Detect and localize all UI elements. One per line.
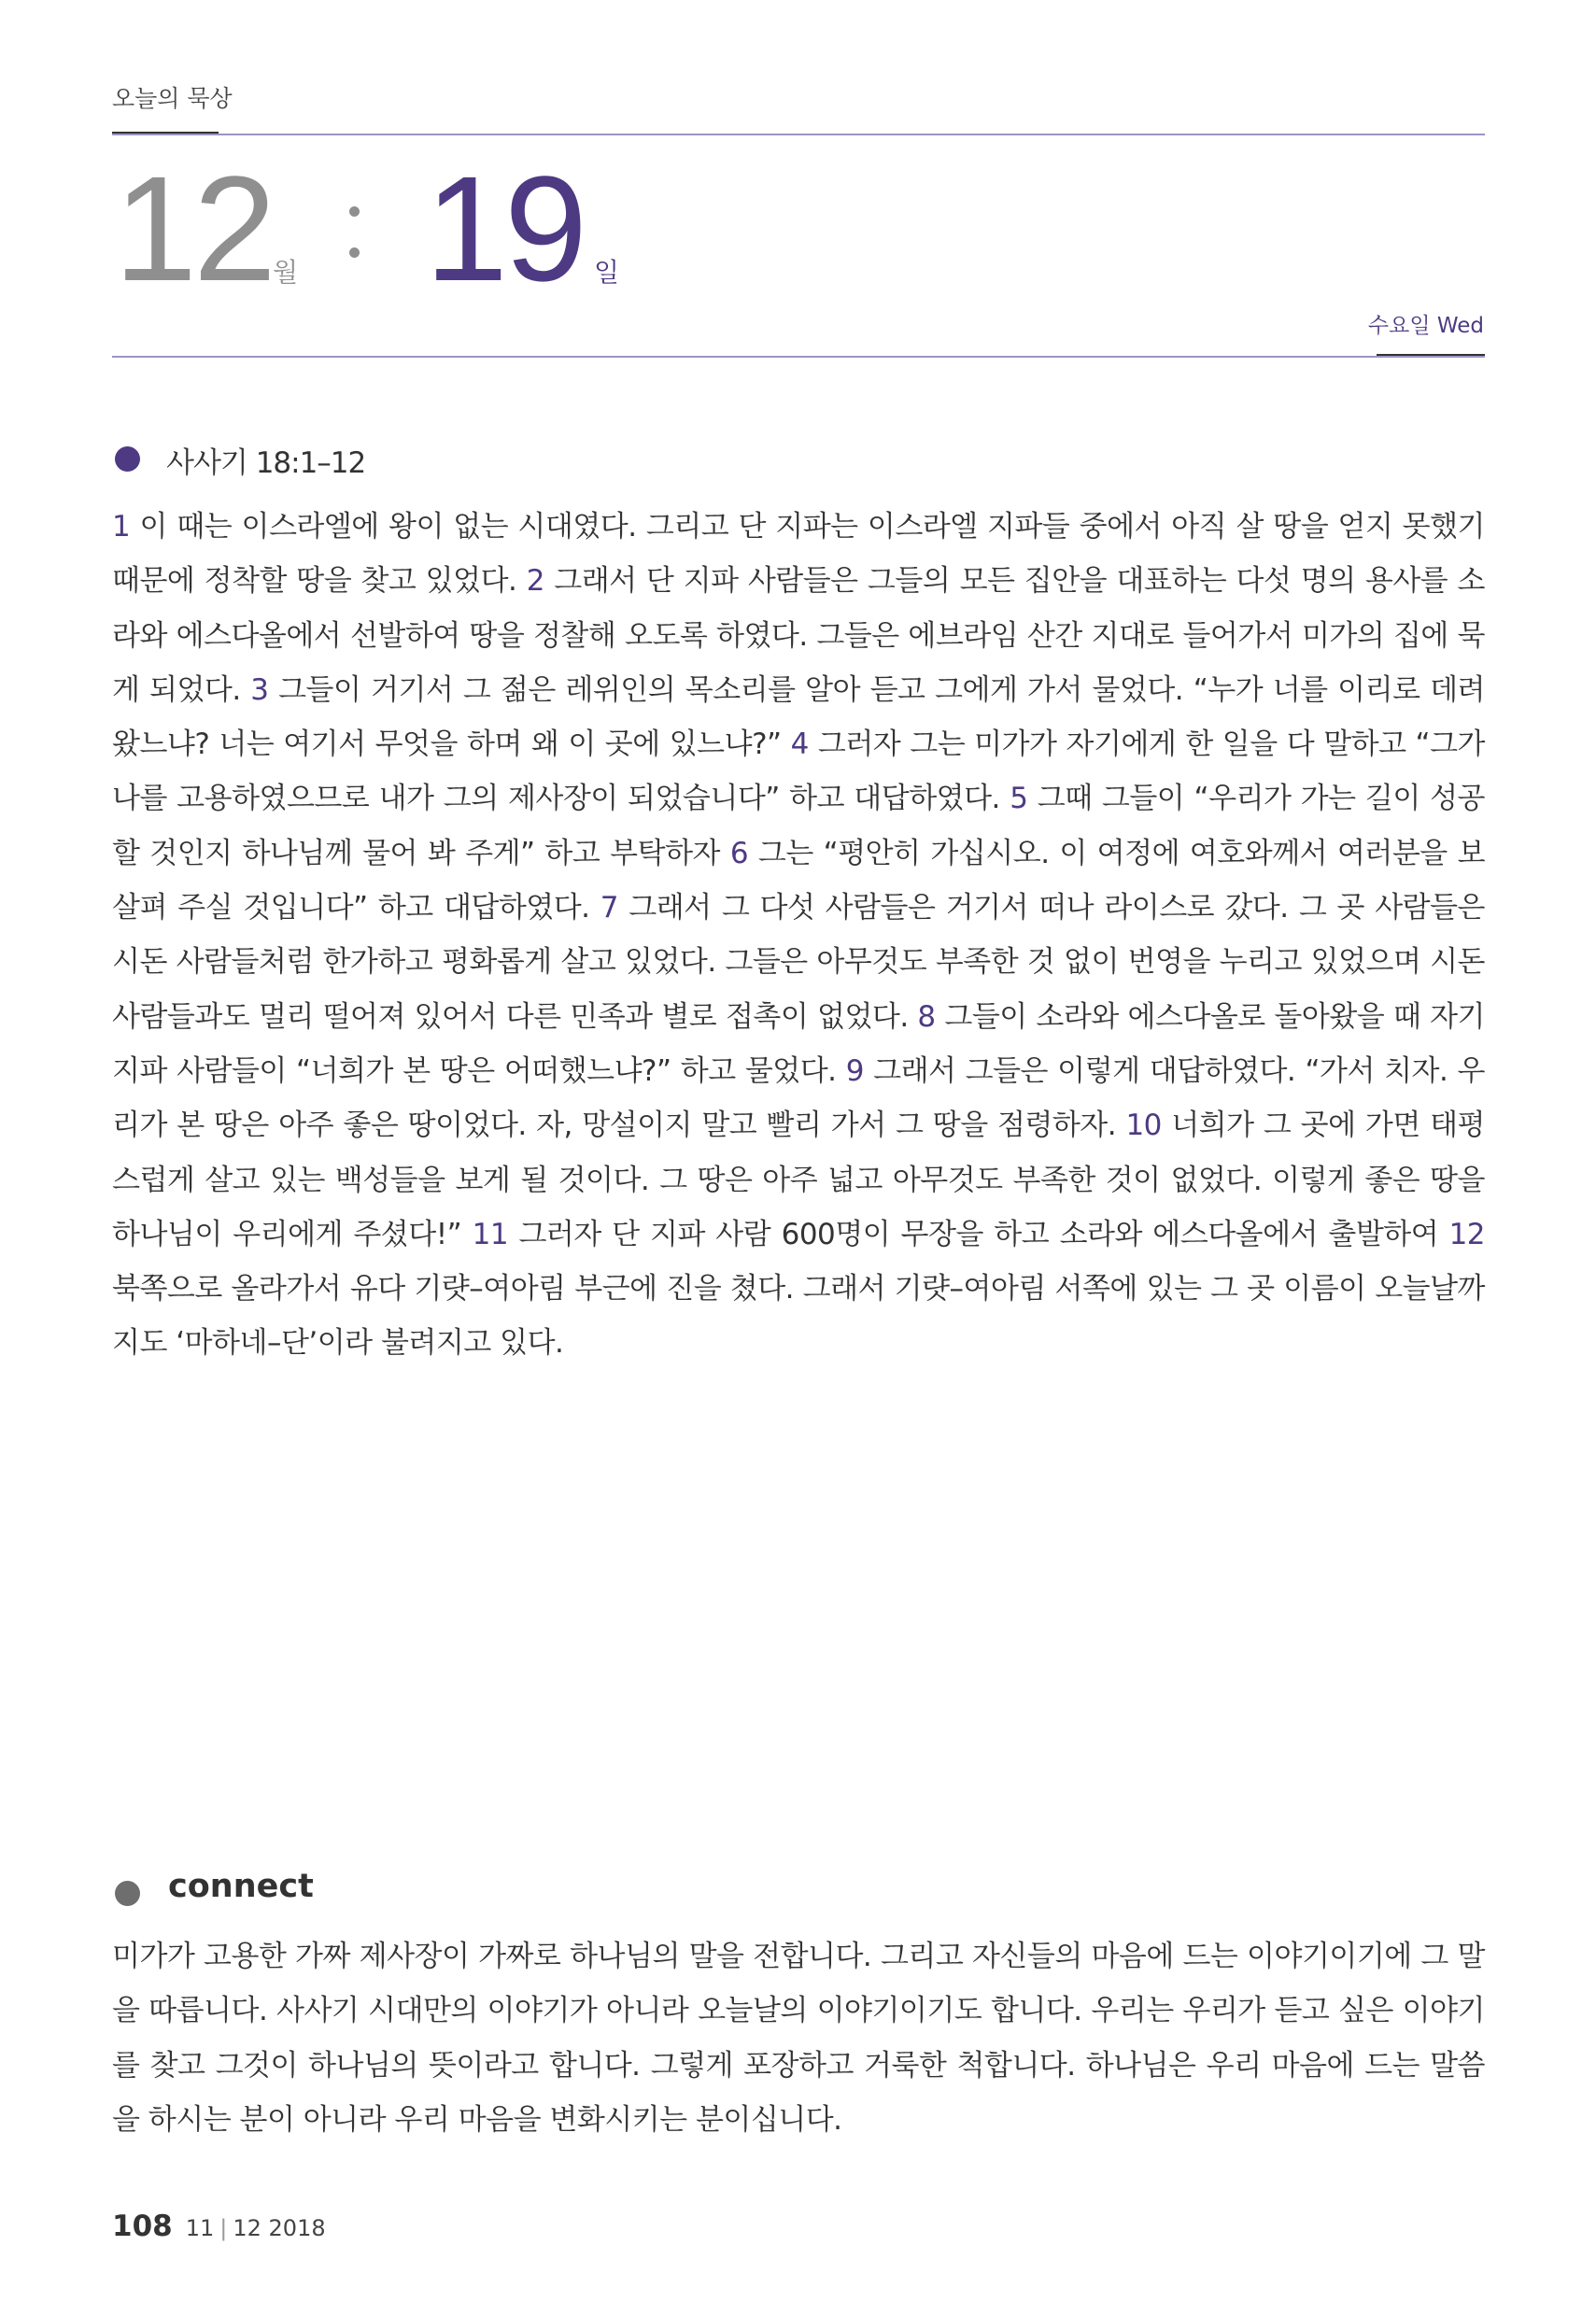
verse-text: 그래서 그들은 이렇게 대답하였다. “가서 치자. 우리가 본 땅은 아주 좋은 땅이었다. 자, 망설이지 말고 빨리 가서 그 땅을 점령하자. xyxy=(112,1053,1485,1143)
verse-text: 그들이 거기서 그 젊은 레위인의 목소리를 알아 듣고 그에게 가서 물었다. “누가 너를 이리로 데려왔느냐? 너는 여기서 무엇을 하며 왜 이 곳에 있느냐?” xyxy=(112,672,1485,762)
header-bottom-rule xyxy=(112,356,1485,358)
verse-text: 그래서 단 지파 사람들은 그들의 모든 집안을 대표하는 다섯 명의 용사를 소라와 에스다올에서 선발하여 땅을 정찰해 오도록 하였다. 그들은 에브라임 산간 지대로 들어가서 미가의 집에 묵게 되었다. xyxy=(112,564,1485,707)
section-label: 오늘의 묵상 xyxy=(112,85,233,112)
connect-title: connect xyxy=(168,1868,314,1905)
connect-body: 미가가 고용한 가짜 제사장이 가짜로 하나님의 말을 전합니다. 그리고 자신들의 마음에 드는 이야기이기에 그 말을 따릅니다. 사사기 시대만의 이야기가 아니라 오늘날의 이야기이기도 합니다. 우리는 우리가 듣고 싶은 이야기를 찾고 그것이 하나님의 뜻이라고 합니다. 그렇게 포장하고 거룩한 척합니다. 하나님은 우리 마음에 드는 말씀을 하시는 분이 아니라 우리 마음을 변화시키는 분이십니다. xyxy=(112,1940,1485,2137)
date-colon xyxy=(346,191,362,275)
day-unit: 일 xyxy=(594,257,620,288)
header-top-rule xyxy=(112,134,1485,135)
verse-number: 4 xyxy=(790,727,809,762)
verse-text: 그러자 단 지파 사람 600명이 무장을 하고 소라와 에스다올에서 출발하여 xyxy=(518,1217,1439,1251)
verse-text: 북쪽으로 올라가서 유다 기럇–여아림 부근에 진을 쳤다. 그래서 기럇–여아림 서쪽에 있는 그 곳 이름이 오늘날까지도 ‘마하네–단’이라 불려지고 있다. xyxy=(112,1272,1485,1361)
verse-text: 그는 “평안히 가십시오. 이 여정에 여호와께서 여러분을 보살펴 주실 것입니다” 하고 대답하였다. xyxy=(112,836,1486,925)
verse-number: 12 xyxy=(1448,1217,1486,1251)
verse-number: 9 xyxy=(845,1053,864,1088)
footer-separator: | xyxy=(219,2215,228,2241)
colon-dot-top xyxy=(349,206,360,217)
verse-number: 10 xyxy=(1125,1109,1162,1143)
page-footer xyxy=(112,2210,326,2243)
month-number: 12 xyxy=(114,145,273,312)
verse-number: 2 xyxy=(526,564,544,599)
day-number: 19 xyxy=(425,145,584,312)
verse-text: 너희가 그 곳에 가면 태평스럽게 살고 있는 백성들을 보게 될 것이다. 그 땅은 아주 넓고 아무것도 부족한 것이 없었다. 이렇게 좋은 땅을 하나님이 우리에게 주셨다!” xyxy=(112,1109,1485,1251)
verse-text: 이 때는 이스라엘에 왕이 없는 시대였다. 그리고 단 지파는 이스라엘 지파들 중에서 아직 살 땅을 얻지 못했기 때문에 정착할 땅을 찾고 있었다. xyxy=(112,510,1485,599)
verse-number: 8 xyxy=(917,999,936,1034)
verse-text: 그러자 그는 미가가 자기에게 한 일을 다 말하고 “그가 나를 고용하였으므로 내가 그의 제사장이 되었습니다” 하고 대답하였다. xyxy=(112,727,1486,816)
footer-issue-year: 12 2018 xyxy=(233,2215,326,2241)
colon-dot-bottom xyxy=(349,247,360,258)
verse-text: 그때 그들이 “우리가 가는 길이 성공할 것인지 하나님께 물어 봐 주게” 하고 부탁하자 xyxy=(112,782,1486,870)
connect-bullet-icon xyxy=(115,1881,140,1906)
verse-number: 7 xyxy=(600,891,619,925)
passage-title: 사사기 18:1–12 xyxy=(166,446,366,480)
verse-number: 6 xyxy=(729,836,749,870)
page-number: 108 xyxy=(112,2210,173,2243)
verse-text: 그래서 그 다섯 사람들은 거기서 떠나 라이스로 갔다. 그 곳 사람들은 시돈 사람들처럼 한가하고 평화롭게 살고 있었다. 그들은 아무것도 부족한 것 없이 번영을 누리고 있었으며 시돈 사람들과도 멀리 떨어져 있어서 다른 민족과 별로 접촉이 없었다. xyxy=(112,891,1485,1034)
passage-body xyxy=(112,500,1485,1371)
footer-issue-month: 11 xyxy=(185,2215,215,2241)
verse-number: 11 xyxy=(472,1217,509,1251)
weekday-label: 수요일 Wed xyxy=(1367,314,1484,338)
verse-text: 그들이 소라와 에스다올로 돌아왔을 때 자기 지파 사람들이 “너희가 본 땅은 어떠했느냐?” 하고 물었다. xyxy=(112,999,1485,1088)
verse-number: 3 xyxy=(250,672,269,707)
passage-bullet-icon xyxy=(115,446,140,472)
month-unit: 월 xyxy=(273,257,299,288)
verse-number: 1 xyxy=(112,510,131,544)
verse-number: 5 xyxy=(1010,782,1028,816)
